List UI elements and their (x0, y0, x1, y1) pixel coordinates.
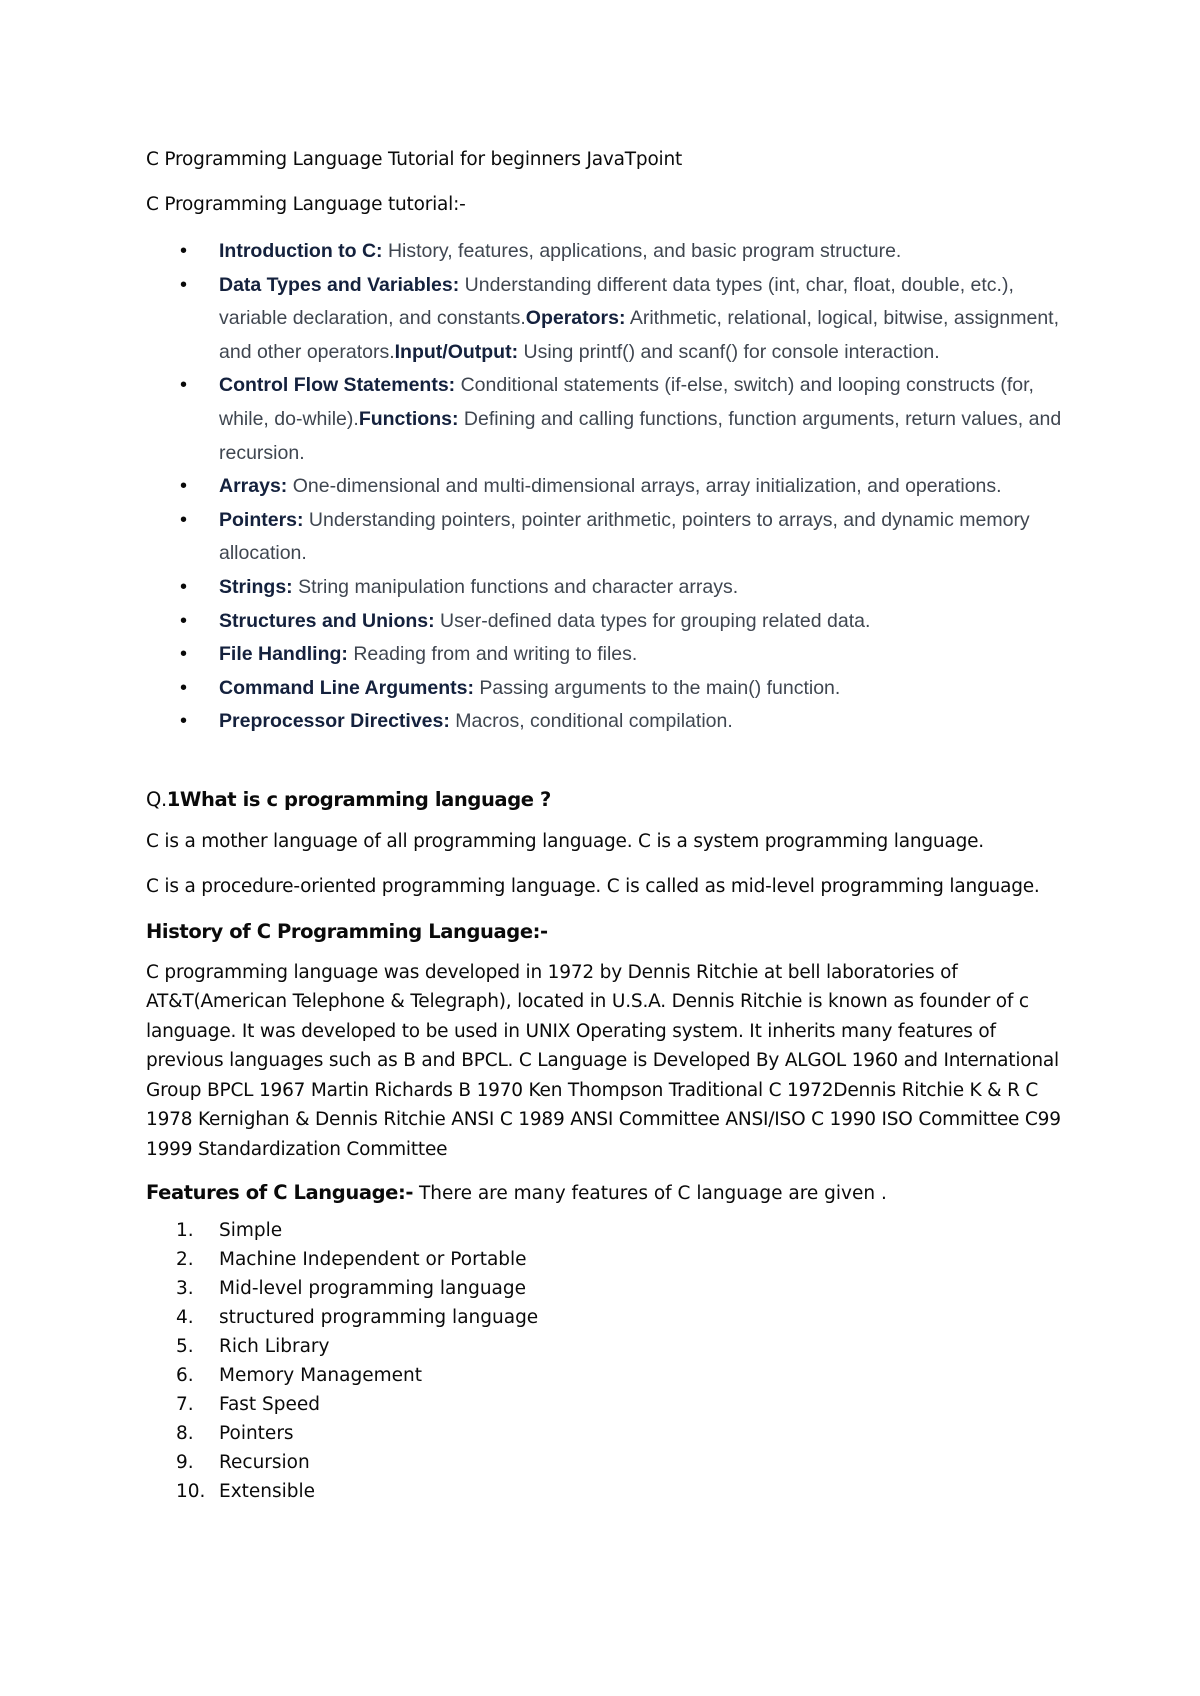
list-item (146, 571, 1066, 605)
topic-bullet-list (146, 235, 1066, 739)
features-intro (146, 1178, 1066, 1208)
topic-text: String manipulation functions and character arrays. (292, 575, 739, 598)
list-item (146, 1245, 1066, 1274)
list-item (146, 235, 1066, 269)
list-item (146, 369, 1066, 470)
list-item (146, 1390, 1066, 1419)
list-number: 2. (176, 1249, 194, 1271)
topic-label: Arrays: (219, 475, 288, 498)
topic-label: Operators: (525, 307, 626, 330)
feature-text: Machine Independent or Portable (219, 1249, 527, 1271)
feature-text: Extensible (219, 1481, 316, 1503)
topic-text: Arithmetic, relational, logical, bitwise, assignment, and other operators. (219, 307, 1060, 363)
list-item (146, 1274, 1066, 1303)
question-prefix: Q. (146, 787, 167, 811)
list-number: 3. (176, 1278, 194, 1300)
topic-label: Introduction to C: (219, 240, 383, 262)
q1-paragraph-2: C is a procedure-oriented programming language. C is called as mid-level programming language. (146, 875, 1040, 897)
topic-label: Data Types and Variables: (219, 273, 460, 296)
list-number: 10. (176, 1481, 206, 1503)
topic-label: Control Flow Statements: (219, 374, 456, 397)
feature-text: Simple (219, 1220, 283, 1242)
list-number: 7. (176, 1394, 194, 1416)
list-item (146, 705, 1066, 739)
topic-text: Passing arguments to the main() function. (473, 676, 841, 699)
topic-label: Functions: (358, 407, 459, 430)
feature-text: Rich Library (219, 1336, 330, 1358)
list-number: 6. (176, 1365, 194, 1387)
topic-text: Understanding pointers, pointer arithmetic, pointers to arrays, and dynamic memory allocation. (219, 508, 1030, 565)
list-number: 1. (176, 1220, 194, 1242)
question-1-heading (146, 785, 1066, 814)
features-heading: Features of C Language:- (146, 1181, 414, 1205)
list-item (146, 470, 1066, 504)
topic-label: Strings: (219, 575, 293, 598)
list-item (146, 605, 1066, 639)
features-intro-text: There are many features of C language are given . (413, 1183, 887, 1205)
topic-label: Preprocessor Directives: (219, 710, 450, 733)
features-numbered-list (146, 1216, 1066, 1506)
feature-text: Mid-level programming language (219, 1278, 527, 1300)
feature-text: Recursion (219, 1452, 310, 1474)
topic-text: Using printf() and scanf() for console interaction. (518, 340, 940, 363)
list-number: 4. (176, 1307, 194, 1329)
document-title-line: C Programming Language Tutorial for beginners JavaTpoint (146, 149, 683, 170)
list-item (146, 1419, 1066, 1448)
list-item (146, 1448, 1066, 1477)
topic-text: Reading from and writing to files. (347, 643, 638, 666)
question-title: 1What is c programming language ? (166, 787, 551, 811)
list-item (146, 638, 1066, 672)
topic-label: Input/Output: (394, 340, 519, 363)
list-item (146, 1332, 1066, 1361)
list-item (146, 269, 1066, 370)
history-heading: History of C Programming Language:- (146, 919, 548, 943)
feature-text: Fast Speed (219, 1394, 321, 1416)
topic-text: User-defined data types for grouping related data. (434, 609, 871, 632)
topic-text: History, features, applications, and basic program structure. (382, 240, 902, 262)
q1-paragraph-1: C is a mother language of all programming language. C is a system programming language. (146, 830, 984, 852)
list-item (146, 1216, 1066, 1245)
topic-text: Conditional statements (if-else, switch) and looping constructs (for, while, do-while). (219, 374, 1034, 430)
document-body (146, 145, 1066, 1506)
topic-label: Command Line Arguments: (219, 676, 474, 699)
topic-label: Structures and Unions: (219, 609, 435, 632)
list-item (146, 1303, 1066, 1332)
list-number: 5. (176, 1336, 194, 1358)
list-item (146, 504, 1066, 571)
tutorial-subtitle: C Programming Language tutorial:- (146, 194, 466, 215)
topic-text: Understanding different data types (int, char, float, double, etc.), variable declaration, and constants. (219, 273, 1014, 330)
list-item (146, 672, 1066, 706)
topic-text: One-dimensional and multi-dimensional arrays, array initialization, and operations. (287, 475, 1002, 498)
topic-text: Defining and calling functions, function arguments, return values, and recursion. (219, 407, 1062, 464)
feature-text: structured programming language (219, 1307, 539, 1329)
list-item (146, 1477, 1066, 1506)
history-paragraph: C programming language was developed in 1972 by Dennis Ritchie at bell laboratories of AT&T(American Telephone & Telegraph), located in U.S.A. Dennis Ritchie is known as founder of c language. It was developed to be used in UNIX Operating system. It inherits many features of previous languages such as B and BPCL. C Language is Developed By ALGOL 1960 and International Group BPCL 1967 Martin Richards B 1970 Ken Thompson Traditional C 1972Dennis Ritchie K & R C 1978 Kernighan & Dennis Ritchie ANSI C 1989 ANSI Committee ANSI/ISO C 1990 ISO Committee C99 1999 Standardization Committee (146, 961, 1061, 1160)
topic-label: File Handling: (219, 643, 348, 666)
list-item (146, 1361, 1066, 1390)
topic-text: Macros, conditional compilation. (449, 710, 733, 733)
feature-text: Pointers (219, 1423, 294, 1445)
list-number: 9. (176, 1452, 194, 1474)
feature-text: Memory Management (219, 1365, 422, 1387)
list-number: 8. (176, 1423, 194, 1445)
topic-label: Pointers: (219, 508, 304, 531)
